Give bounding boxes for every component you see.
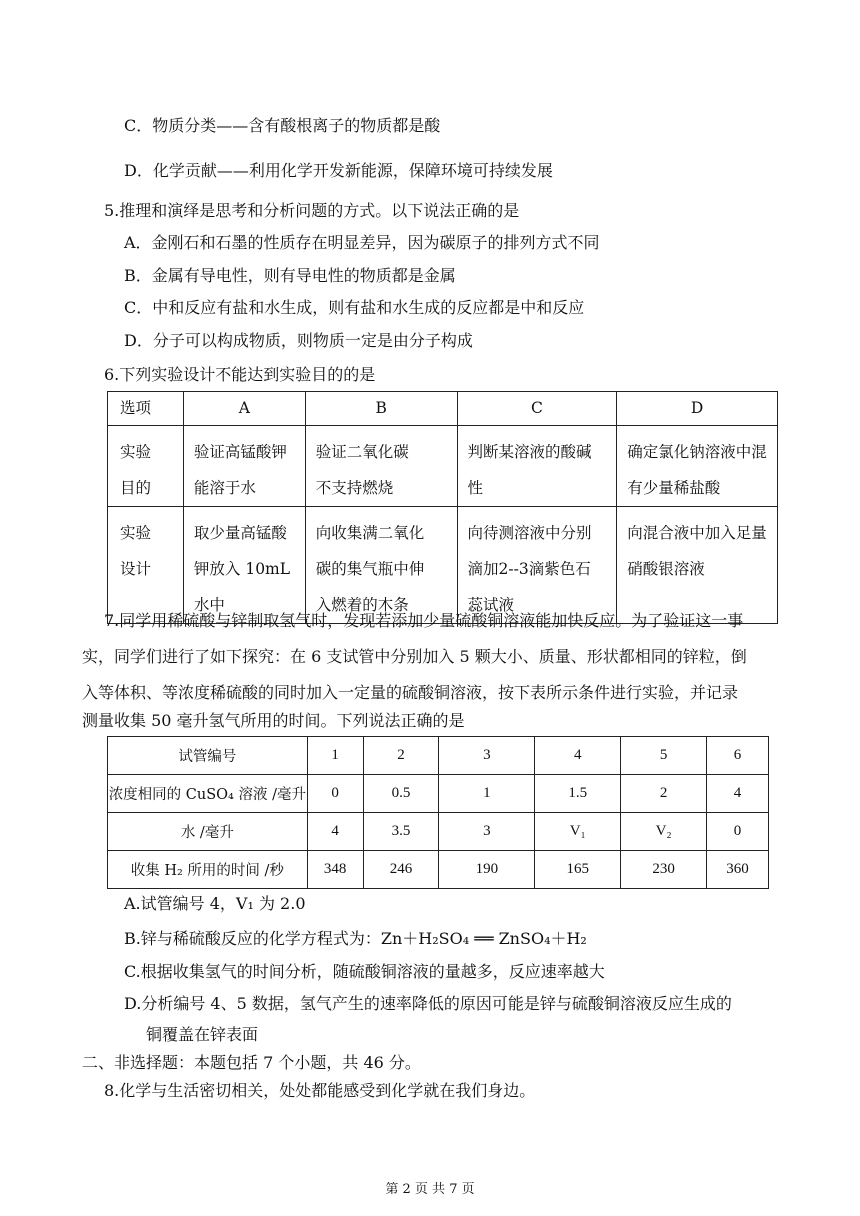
q7-cell: 0 bbox=[307, 775, 363, 813]
q6-purpose-c bbox=[457, 426, 617, 507]
q7-cell: 1.5 bbox=[535, 775, 621, 813]
q7-option-a: A.试管编号 4，V₁ 为 2.0 bbox=[124, 894, 306, 913]
q7-cell: 3 bbox=[439, 813, 535, 851]
cell-line: 能溶于水 bbox=[193, 479, 256, 497]
q7-table-row bbox=[108, 813, 769, 851]
q6-purpose-a bbox=[183, 426, 305, 507]
label-line: 实验 bbox=[120, 524, 152, 542]
q7-table-row bbox=[108, 775, 769, 813]
q6-purpose-d bbox=[617, 426, 778, 507]
q7-cell: 0 bbox=[707, 813, 769, 851]
q7-row-label: 水 /毫升 bbox=[108, 813, 308, 851]
q7-cell: 246 bbox=[363, 851, 439, 889]
cell-line: 硝酸银溶液 bbox=[627, 560, 705, 578]
q6-design-b bbox=[305, 507, 457, 624]
q7-stem-line-4: 测量收集 50 毫升氢气所用的时间。下列说法正确的是 bbox=[82, 711, 465, 730]
cell-line: 入燃着的木条 bbox=[315, 596, 409, 614]
q7-option-d: D.分析编号 4、5 数据，氢气产生的速率降低的原因可能是锌与硫酸铜溶液反应生成的 bbox=[124, 994, 732, 1013]
q7-cell: 1 bbox=[307, 737, 363, 775]
q7-cell: 360 bbox=[707, 851, 769, 889]
q7-cell: 4 bbox=[535, 737, 621, 775]
q6-header-a: A bbox=[183, 392, 305, 426]
page-footer: 第 2 页 共 7 页 bbox=[385, 1182, 475, 1197]
q6-design-c bbox=[457, 507, 617, 624]
q5-option-b: B．金属有导电性，则有导电性的物质都是金属 bbox=[124, 266, 456, 285]
cell-line: 向混合液中加入足量 bbox=[627, 524, 767, 542]
q7-cell: V₂ bbox=[621, 813, 707, 851]
q7-cell: 6 bbox=[707, 737, 769, 775]
cell-line: 碳的集气瓶中伸 bbox=[315, 560, 425, 578]
q7-row-label: 收集 H₂ 所用的时间 /秒 bbox=[108, 851, 308, 889]
cell-line: 钾放入 10mL bbox=[193, 560, 291, 578]
q7-option-d-continued: 铜覆盖在锌表面 bbox=[146, 1025, 259, 1044]
cell-line: 确定氯化钠溶液中混 bbox=[627, 443, 767, 461]
q7-row-label: 浓度相同的 CuSO₄ 溶液 /毫升 bbox=[108, 775, 308, 813]
q7-table-row bbox=[108, 851, 769, 889]
cell-line: 向待测溶液中分别 bbox=[467, 524, 592, 542]
cell-line: 向收集满二氧化 bbox=[315, 524, 425, 542]
q7-cell: 2 bbox=[621, 775, 707, 813]
q7-stem-line-1: 7.同学用稀硫酸与锌制取氢气时，发现若添加少量硫酸铜溶液能加快反应。为了验证这一事 bbox=[104, 611, 744, 630]
cell-line: 滴加2--3滴紫色石 bbox=[467, 560, 591, 578]
label-line: 设计 bbox=[120, 560, 152, 578]
q4-option-d: D．化学贡献——利用化学开发新能源，保障环境可持续发展 bbox=[124, 161, 553, 180]
q5-option-d: D．分子可以构成物质，则物质一定是由分子构成 bbox=[124, 331, 473, 350]
q7-cell: 4 bbox=[707, 775, 769, 813]
q4-option-c: C．物质分类——含有酸根离子的物质都是酸 bbox=[124, 116, 441, 135]
q7-cell: 1 bbox=[439, 775, 535, 813]
q7-cell: 5 bbox=[621, 737, 707, 775]
q6-purpose-label bbox=[108, 426, 184, 507]
q7-cell: 165 bbox=[535, 851, 621, 889]
label-line: 目的 bbox=[120, 479, 152, 497]
q7-cell: 0.5 bbox=[363, 775, 439, 813]
q5-option-a: A．金刚石和石墨的性质存在明显差异，因为碳原子的排列方式不同 bbox=[124, 233, 600, 252]
cell-line: 有少量稀盐酸 bbox=[627, 479, 721, 497]
q6-purpose-b bbox=[305, 426, 457, 507]
q8-stem: 8.化学与生活密切相关，处处都能感受到化学就在我们身边。 bbox=[104, 1081, 536, 1100]
q7-cell: 3.5 bbox=[363, 813, 439, 851]
q7-cell: V₁ bbox=[535, 813, 621, 851]
q6-header-d: D bbox=[617, 392, 778, 426]
label-line: 实验 bbox=[120, 443, 152, 461]
q7-cell: 4 bbox=[307, 813, 363, 851]
q6-design-a bbox=[183, 507, 305, 624]
q7-cell: 3 bbox=[439, 737, 535, 775]
q7-cell: 348 bbox=[307, 851, 363, 889]
cell-line: 取少量高锰酸 bbox=[193, 524, 287, 542]
q6-design-label bbox=[108, 507, 184, 624]
q6-header-option: 选项 bbox=[108, 392, 184, 426]
q7-row-label: 试管编号 bbox=[108, 737, 308, 775]
q7-cell: 2 bbox=[363, 737, 439, 775]
q7-option-b: B.锌与稀硫酸反应的化学方程式为：Zn＋H₂SO₄ ══ ZnSO₄＋H₂ bbox=[124, 929, 587, 948]
cell-line: 蕊试液 bbox=[467, 596, 515, 614]
q7-cell: 230 bbox=[621, 851, 707, 889]
q6-header-b: B bbox=[305, 392, 457, 426]
section-heading: 二、非选择题：本题包括 7 个小题，共 46 分。 bbox=[82, 1053, 421, 1072]
q7-option-c: C.根据收集氢气的时间分析，随硫酸铜溶液的量越多，反应速率越大 bbox=[124, 962, 605, 981]
q6-table bbox=[107, 391, 778, 624]
q6-header-c: C bbox=[457, 392, 617, 426]
q7-cell: 190 bbox=[439, 851, 535, 889]
q5-stem: 5.推理和演绎是思考和分析问题的方式。以下说法正确的是 bbox=[104, 201, 520, 220]
cell-line: 验证高锰酸钾 bbox=[193, 443, 287, 461]
q7-stem-line-3: 入等体积、等浓度稀硫酸的同时加入一定量的硫酸铜溶液，按下表所示条件进行实验，并记录 bbox=[82, 683, 739, 702]
cell-line: 不支持燃烧 bbox=[315, 479, 394, 497]
q7-stem-line-2: 实，同学们进行了如下探究：在 6 支试管中分别加入 5 颗大小、质量、形状都相同的锌粒，倒 bbox=[82, 647, 747, 666]
q6-stem: 6.下列实验设计不能达到实验目的的是 bbox=[104, 365, 376, 384]
cell-line: 性 bbox=[467, 479, 484, 497]
q6-design-d bbox=[617, 507, 778, 624]
cell-line: 验证二氧化碳 bbox=[315, 443, 409, 461]
q6-header-row bbox=[108, 392, 778, 426]
q6-design-row bbox=[108, 507, 778, 624]
q7-table bbox=[107, 736, 769, 889]
q5-option-c: C．中和反应有盐和水生成，则有盐和水生成的反应都是中和反应 bbox=[124, 298, 585, 317]
cell-line: 水中 bbox=[193, 596, 225, 614]
cell-line: 判断某溶液的酸碱 bbox=[467, 443, 592, 461]
q7-table-row bbox=[108, 737, 769, 775]
q6-purpose-row bbox=[108, 426, 778, 507]
